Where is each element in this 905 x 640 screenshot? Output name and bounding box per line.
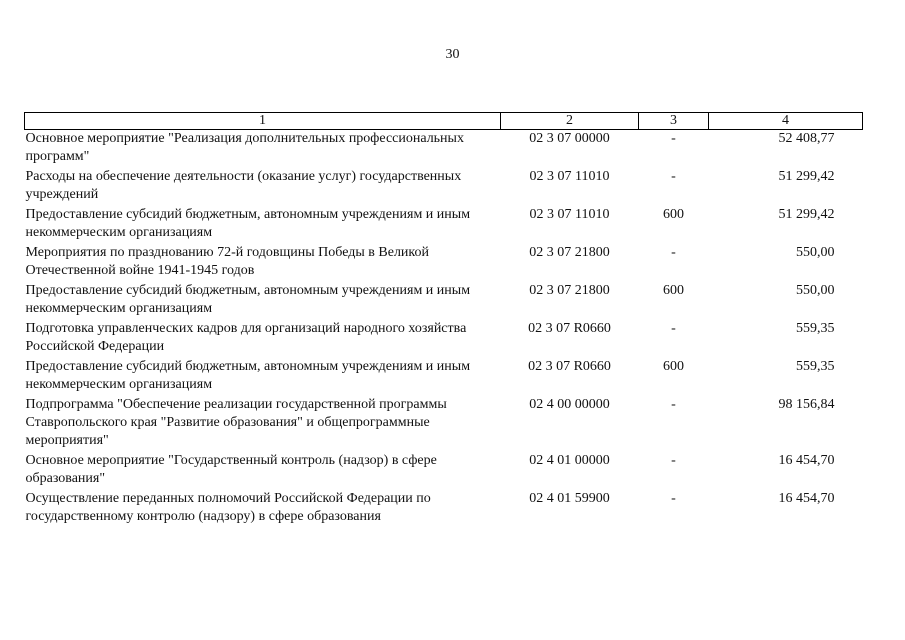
header-col-1: 1 — [25, 113, 501, 130]
row-type: - — [671, 245, 676, 260]
row-sum: 51 299,42 — [778, 169, 835, 184]
row-sum: 98 156,84 — [778, 397, 835, 412]
table-row — [25, 244, 863, 282]
row-sum: 559,35 — [796, 359, 835, 374]
row-type: - — [671, 397, 676, 412]
table-row — [25, 320, 863, 358]
row-sum: 16 454,70 — [778, 453, 835, 468]
table-row — [25, 130, 863, 169]
table-row — [25, 358, 863, 396]
table-row — [25, 452, 863, 490]
row-code: 02 4 01 00000 — [529, 453, 610, 468]
row-code: 02 3 07 11010 — [529, 169, 610, 184]
header-row — [25, 113, 863, 130]
table-row — [25, 282, 863, 320]
row-code: 02 3 07 21800 — [529, 245, 610, 260]
row-name: Предоставление субсидий бюджетным, автономным учреждениям и иным некоммерческим организациям — [25, 207, 471, 240]
row-type: - — [671, 321, 676, 336]
header-col-4: 4 — [709, 113, 863, 130]
row-sum: 52 408,77 — [778, 131, 835, 146]
row-code: 02 4 01 59900 — [529, 491, 610, 506]
row-code: 02 3 07 00000 — [529, 131, 610, 146]
row-code: 02 3 07 11010 — [529, 207, 610, 222]
table-row — [25, 206, 863, 244]
row-type: - — [671, 453, 676, 468]
row-sum: 550,00 — [796, 245, 835, 260]
row-type: 600 — [663, 359, 684, 374]
row-type: - — [671, 169, 676, 184]
row-name: Подпрограмма "Обеспечение реализации государственной программы Ставропольского края "Развитие образования" и общепрограммные мероприятия" — [25, 397, 447, 448]
row-type: 600 — [663, 207, 684, 222]
row-name: Предоставление субсидий бюджетным, автономным учреждениям и иным некоммерческим организациям — [25, 359, 471, 392]
row-type: - — [671, 131, 676, 146]
row-type: - — [671, 491, 676, 506]
row-sum: 51 299,42 — [778, 207, 835, 222]
row-code: 02 3 07 R0660 — [528, 359, 611, 374]
page-number: 30 — [445, 47, 460, 62]
row-code: 02 3 07 21800 — [529, 283, 610, 298]
row-name: Расходы на обеспечение деятельности (оказание услуг) государственных учреждений — [25, 169, 462, 202]
table-row — [25, 168, 863, 206]
row-name: Мероприятия по празднованию 72-й годовщины Победы в Великой Отечественной войне 1941-1945 годов — [25, 245, 430, 278]
row-name: Осуществление переданных полномочий Российской Федерации по государственному контролю (надзору) в сфере образования — [25, 491, 431, 524]
row-type: 600 — [663, 283, 684, 298]
row-code: 02 4 00 00000 — [529, 397, 610, 412]
row-name: Предоставление субсидий бюджетным, автономным учреждениям и иным некоммерческим организациям — [25, 283, 471, 316]
row-name: Подготовка управленческих кадров для организаций народного хозяйства Российской Федерации — [25, 321, 467, 354]
row-name: Основное мероприятие "Государственный контроль (надзор) в сфере образования" — [25, 453, 437, 486]
row-sum: 16 454,70 — [778, 491, 835, 506]
row-code: 02 3 07 R0660 — [528, 321, 611, 336]
table-row — [25, 396, 863, 452]
header-col-2: 2 — [501, 113, 639, 130]
row-sum: 550,00 — [796, 283, 835, 298]
budget-table — [24, 112, 863, 528]
table-row — [25, 490, 863, 528]
row-name: Основное мероприятие "Реализация дополнительных профессиональных программ" — [25, 131, 464, 164]
header-col-3: 3 — [639, 113, 709, 130]
row-sum: 559,35 — [796, 321, 835, 336]
